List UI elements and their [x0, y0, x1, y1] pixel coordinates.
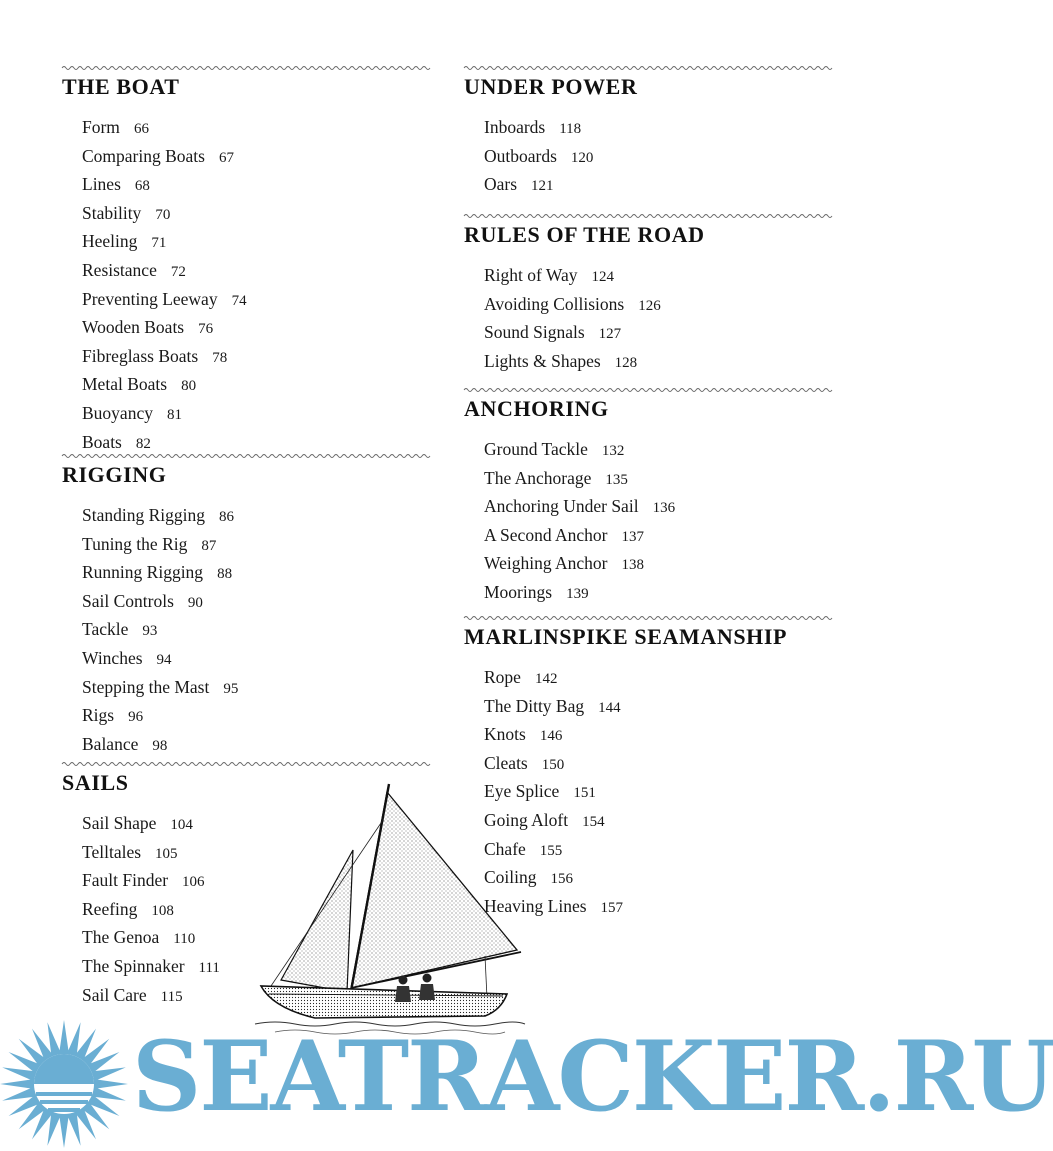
section-the-boat [62, 64, 427, 457]
toc-entry [484, 579, 829, 608]
sailboat-icon [255, 780, 525, 1040]
toc-entry [484, 836, 829, 865]
toc-entry-label: Knots [484, 724, 526, 745]
wavy-divider [464, 614, 826, 622]
toc-entry [484, 721, 829, 750]
toc-entry-label: Winches [82, 647, 143, 668]
entry-list [484, 262, 829, 376]
toc-entry-page: 68 [134, 178, 150, 195]
toc-entry [82, 143, 427, 172]
toc-entry [484, 171, 829, 200]
toc-entry-page: 78 [212, 349, 228, 366]
toc-entry-label: Boats [82, 431, 122, 452]
toc-entry-page: 137 [621, 528, 644, 545]
toc-entry-page: 108 [151, 902, 174, 919]
toc-entry-label: Inboards [484, 117, 546, 137]
toc-entry-label: Tackle [82, 619, 129, 640]
toc-entry-page: 128 [614, 354, 638, 371]
toc-entry-page: 132 [601, 443, 625, 459]
toc-entry-label: A Second Anchor [484, 524, 608, 545]
toc-entry [484, 319, 829, 348]
toc-entry [484, 143, 829, 172]
wavy-divider [62, 64, 424, 72]
toc-entry-page: 111 [198, 959, 220, 976]
watermark-logo-text: SEATRACKER.RU [132, 1020, 1053, 1133]
toc-entry-page: 98 [152, 737, 168, 754]
toc-entry-label: Wooden Boats [82, 317, 185, 338]
toc-entry [82, 559, 427, 588]
toc-entry-label: The Ditty Bag [484, 695, 585, 716]
toc-entry-label: Ground Tackle [484, 439, 588, 459]
toc-entry [82, 674, 427, 703]
toc-entry-label: Sail Care [82, 984, 147, 1005]
toc-entry [484, 864, 829, 893]
toc-entry [484, 348, 829, 377]
toc-entry-page: 82 [135, 435, 151, 452]
toc-entry [484, 493, 829, 522]
toc-entry-page: 90 [187, 594, 203, 611]
toc-entry-page: 139 [566, 585, 589, 602]
toc-entry [82, 588, 427, 617]
toc-entry-page: 71 [151, 235, 167, 252]
toc-entry-page: 150 [541, 756, 565, 773]
wavy-divider [464, 212, 826, 220]
toc-entry [82, 286, 427, 315]
toc-entry-page: 106 [182, 874, 205, 891]
entry-list [484, 664, 829, 921]
toc-entry-page: 80 [181, 378, 197, 395]
section-title: RULES OF THE ROAD [464, 222, 705, 247]
toc-entry [484, 114, 829, 143]
toc-entry [484, 465, 829, 494]
entry-list [484, 436, 829, 608]
toc-entry-label: Resistance [82, 259, 157, 280]
toc-entry [484, 262, 829, 291]
toc-entry-label: Anchoring Under Sail [484, 496, 639, 517]
toc-entry-page: 127 [598, 326, 622, 343]
toc-entry-page: 124 [591, 269, 615, 285]
wavy-divider [62, 760, 424, 768]
toc-entry [484, 522, 829, 551]
toc-entry-page: 66 [133, 121, 149, 137]
toc-entry-label: Moorings [484, 581, 553, 602]
toc-entry-page: 121 [531, 178, 554, 195]
toc-entry-label: The Anchorage [484, 467, 592, 488]
toc-entry-label: Avoiding Collisions [484, 293, 625, 314]
toc-entry-label: Rope [484, 667, 521, 687]
toc-entry-page: 118 [559, 121, 582, 137]
toc-entry [484, 893, 829, 922]
toc-entry-page: 67 [218, 149, 234, 166]
entry-list [484, 114, 829, 200]
toc-entry-page: 72 [170, 263, 186, 280]
section-rigging [62, 452, 427, 759]
toc-entry-page: 136 [652, 500, 676, 517]
toc-entry-page: 74 [231, 292, 247, 309]
toc-entry-page: 135 [605, 471, 628, 488]
section-title: MARLINSPIKE SEAMANSHIP [464, 624, 788, 649]
toc-entry-label: Tuning the Rig [82, 533, 188, 554]
toc-entry [82, 343, 427, 372]
toc-entry-label: Stability [82, 202, 142, 223]
toc-entry-label: Heeling [82, 231, 138, 252]
toc-entry-label: Chafe [484, 838, 526, 859]
toc-entry-label: Sail Controls [82, 590, 174, 611]
toc-entry-label: Lines [82, 174, 121, 195]
section-title: RIGGING [62, 462, 167, 487]
toc-entry-page: 86 [219, 509, 234, 525]
toc-entry-label: Fault Finder [82, 870, 169, 891]
toc-entry [82, 228, 427, 257]
toc-entry-label: Cleats [484, 752, 528, 773]
toc-entry-page: 104 [170, 817, 193, 833]
toc-entry-label: Balance [82, 733, 139, 754]
toc-entry [82, 314, 427, 343]
toc-entry-label: Form [82, 117, 120, 137]
toc-entry-page: 120 [570, 149, 594, 166]
toc-entry [484, 750, 829, 779]
wavy-divider [464, 386, 826, 394]
section-rules-of-the-road [464, 212, 829, 376]
toc-entry-label: Outboards [484, 145, 557, 166]
toc-entry-page: 144 [598, 699, 621, 716]
toc-entry-page: 96 [128, 709, 144, 726]
toc-entry-label: Sound Signals [484, 322, 585, 343]
toc-entry-page: 88 [217, 566, 233, 583]
toc-entry-page: 105 [155, 845, 178, 862]
section-title: UNDER POWER [464, 74, 638, 99]
toc-entry-page: 155 [539, 842, 563, 859]
toc-entry [82, 257, 427, 286]
toc-entry-label: The Genoa [82, 927, 160, 948]
toc-entry-label: Reefing [82, 898, 138, 919]
toc-entry [484, 664, 829, 693]
section-title: ANCHORING [464, 396, 609, 421]
toc-entry-page: 93 [142, 623, 158, 640]
toc-entry-page: 126 [638, 297, 661, 314]
toc-entry-label: Eye Splice [484, 781, 560, 802]
toc-entry-page: 70 [155, 206, 171, 223]
toc-entry [82, 200, 427, 229]
toc-entry-page: 110 [173, 931, 196, 948]
section-under-power [464, 64, 829, 200]
entry-list [82, 502, 427, 759]
toc-entry-label: Metal Boats [82, 374, 168, 395]
toc-entry-label: Oars [484, 174, 518, 195]
toc-entry-label: Right of Way [484, 265, 578, 285]
toc-entry-label: Telltales [82, 841, 142, 862]
toc-entry-label: Buoyancy [82, 402, 153, 423]
toc-entry [82, 645, 427, 674]
toc-entry-label: Sail Shape [82, 813, 157, 833]
toc-entry-page: 156 [550, 871, 574, 888]
toc-entry [82, 531, 427, 560]
toc-entry-label: Lights & Shapes [484, 350, 601, 371]
toc-entry [484, 778, 829, 807]
section-title: THE BOAT [62, 74, 180, 99]
toc-entry-label: Standing Rigging [82, 505, 205, 525]
toc-entry-page: 157 [600, 899, 624, 916]
toc-entry-label: Heaving Lines [484, 895, 587, 916]
toc-entry-label: Preventing Leeway [82, 288, 218, 309]
toc-entry [82, 400, 427, 429]
toc-entry-page: 87 [201, 537, 217, 554]
toc-entry-page: 151 [573, 785, 596, 802]
toc-entry-page: 154 [582, 813, 605, 830]
toc-entry-page: 94 [156, 651, 172, 668]
entry-list [82, 114, 427, 457]
toc-entry [484, 693, 829, 722]
toc-entry [484, 550, 829, 579]
toc-entry [82, 171, 427, 200]
section-anchoring [464, 386, 829, 608]
toc-entry-label: Fibreglass Boats [82, 345, 199, 366]
section-title: SAILS [62, 770, 129, 795]
toc-entry [82, 616, 427, 645]
toc-entry-label: Coiling [484, 867, 537, 888]
wavy-divider [464, 64, 826, 72]
toc-entry [484, 436, 829, 465]
wavy-divider [62, 452, 424, 460]
toc-entry-label: Weighing Anchor [484, 553, 608, 574]
toc-entry [82, 502, 427, 531]
toc-entry-page: 95 [223, 680, 239, 697]
toc-entry-page: 81 [166, 406, 182, 423]
toc-entry-label: Stepping the Mast [82, 676, 210, 697]
toc-entry-label: Going Aloft [484, 809, 569, 830]
toc-entry-page: 115 [160, 988, 183, 1005]
toc-entry-label: Rigs [82, 705, 115, 726]
toc-entry-label: Comparing Boats [82, 145, 205, 166]
toc-entry [82, 731, 427, 760]
toc-entry [484, 807, 829, 836]
toc-entry-label: The Spinnaker [82, 955, 185, 976]
toc-entry [484, 291, 829, 320]
toc-entry [82, 114, 427, 143]
toc-entry-page: 76 [198, 321, 214, 338]
toc-entry-page: 142 [534, 671, 558, 687]
toc-entry-page: 146 [539, 728, 563, 745]
toc-entry [82, 371, 427, 400]
toc-entry [82, 702, 427, 731]
toc-entry-page: 138 [621, 557, 644, 574]
toc-entry-label: Running Rigging [82, 562, 204, 583]
